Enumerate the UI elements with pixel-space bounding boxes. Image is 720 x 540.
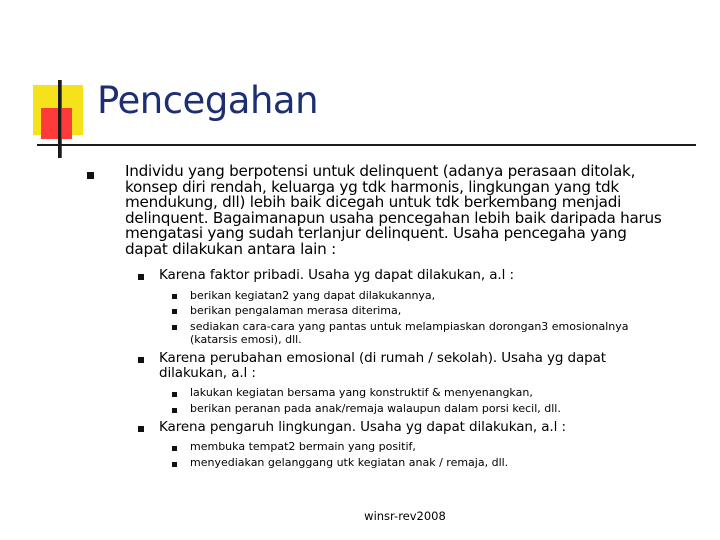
factor-item xyxy=(190,387,533,400)
factor-label-line: Karena pengaruh lingkungan. Usaha yg dapat dilakukan, a.l : xyxy=(159,419,566,435)
bullet-marker xyxy=(172,325,177,330)
bullet-marker xyxy=(172,408,177,413)
factor-item-line: berikan pengalaman merasa diterima, xyxy=(190,304,402,317)
factor-item xyxy=(190,441,416,454)
bullet-marker xyxy=(172,462,177,467)
decor-red-square xyxy=(41,108,72,139)
slide-footer: winsr-rev2008 xyxy=(364,509,446,523)
decor-vertical-line-thin xyxy=(61,80,62,158)
bullet-marker xyxy=(87,172,94,179)
factor-item-line: berikan peranan pada anak/remaja walaupun dalam porsi kecil, dll. xyxy=(190,402,561,415)
factor-item-line: (katarsis emosi), dll. xyxy=(190,332,302,346)
main-point-line: konsep diri rendah, keluarga yg tdk harmonis, lingkungan yang tdk xyxy=(125,177,619,196)
factor-label xyxy=(159,351,606,381)
factor-item-line: membuka tempat2 bermain yang positif, xyxy=(190,440,416,453)
main-point-line: Individu yang berpotensi untuk delinquent (adanya perasaan ditolak, xyxy=(125,162,636,180)
factor-item xyxy=(190,290,435,303)
slide-title: Pencegahan xyxy=(97,79,319,122)
main-point-line: dapat dilakukan antara lain : xyxy=(125,239,336,258)
factor-item-line: sediakan cara-cara yang pantas untuk melampiaskan dorongan3 emosionalnya xyxy=(190,320,629,333)
factor-item xyxy=(190,321,629,346)
factor-label-line: dilakukan, a.l : xyxy=(159,365,256,381)
bullet-marker xyxy=(172,294,177,299)
decor-horizontal-rule xyxy=(37,144,696,146)
factor-label xyxy=(159,420,566,435)
factor-item-line: menyediakan gelanggang utk kegiatan anak / remaja, dll. xyxy=(190,456,509,469)
factor-item xyxy=(190,403,561,416)
factor-label-line: Karena perubahan emosional (di rumah / sekolah). Usaha yg dapat xyxy=(159,350,606,366)
bullet-marker xyxy=(138,274,144,280)
bullet-marker xyxy=(138,357,144,363)
main-point-line: mendukung, dll) lebih baik dicegah untuk tdk berkembang menjadi xyxy=(125,193,622,211)
main-point-line: mengatasi yang sudah terlanjur delinquent. Usaha pencegaha yang xyxy=(125,224,627,242)
factor-item-line: lakukan kegiatan bersama yang konstruktif & menyenangkan, xyxy=(190,386,533,399)
factor-item-line: berikan kegiatan2 yang dapat dilakukannya, xyxy=(190,289,436,302)
main-point-line: delinquent. Bagaimanapun usaha pencegahan lebih baik daripada harus xyxy=(125,208,662,227)
bullet-marker xyxy=(172,446,177,451)
factor-label-line: Karena faktor pribadi. Usaha yg dapat dilakukan, a.l : xyxy=(159,267,514,283)
factor-label xyxy=(159,268,514,283)
bullet-marker xyxy=(172,309,177,314)
bullet-marker xyxy=(138,426,144,432)
bullet-marker xyxy=(172,392,177,397)
main-point-text xyxy=(125,164,662,257)
factor-item xyxy=(190,305,401,318)
factor-item xyxy=(190,457,508,470)
